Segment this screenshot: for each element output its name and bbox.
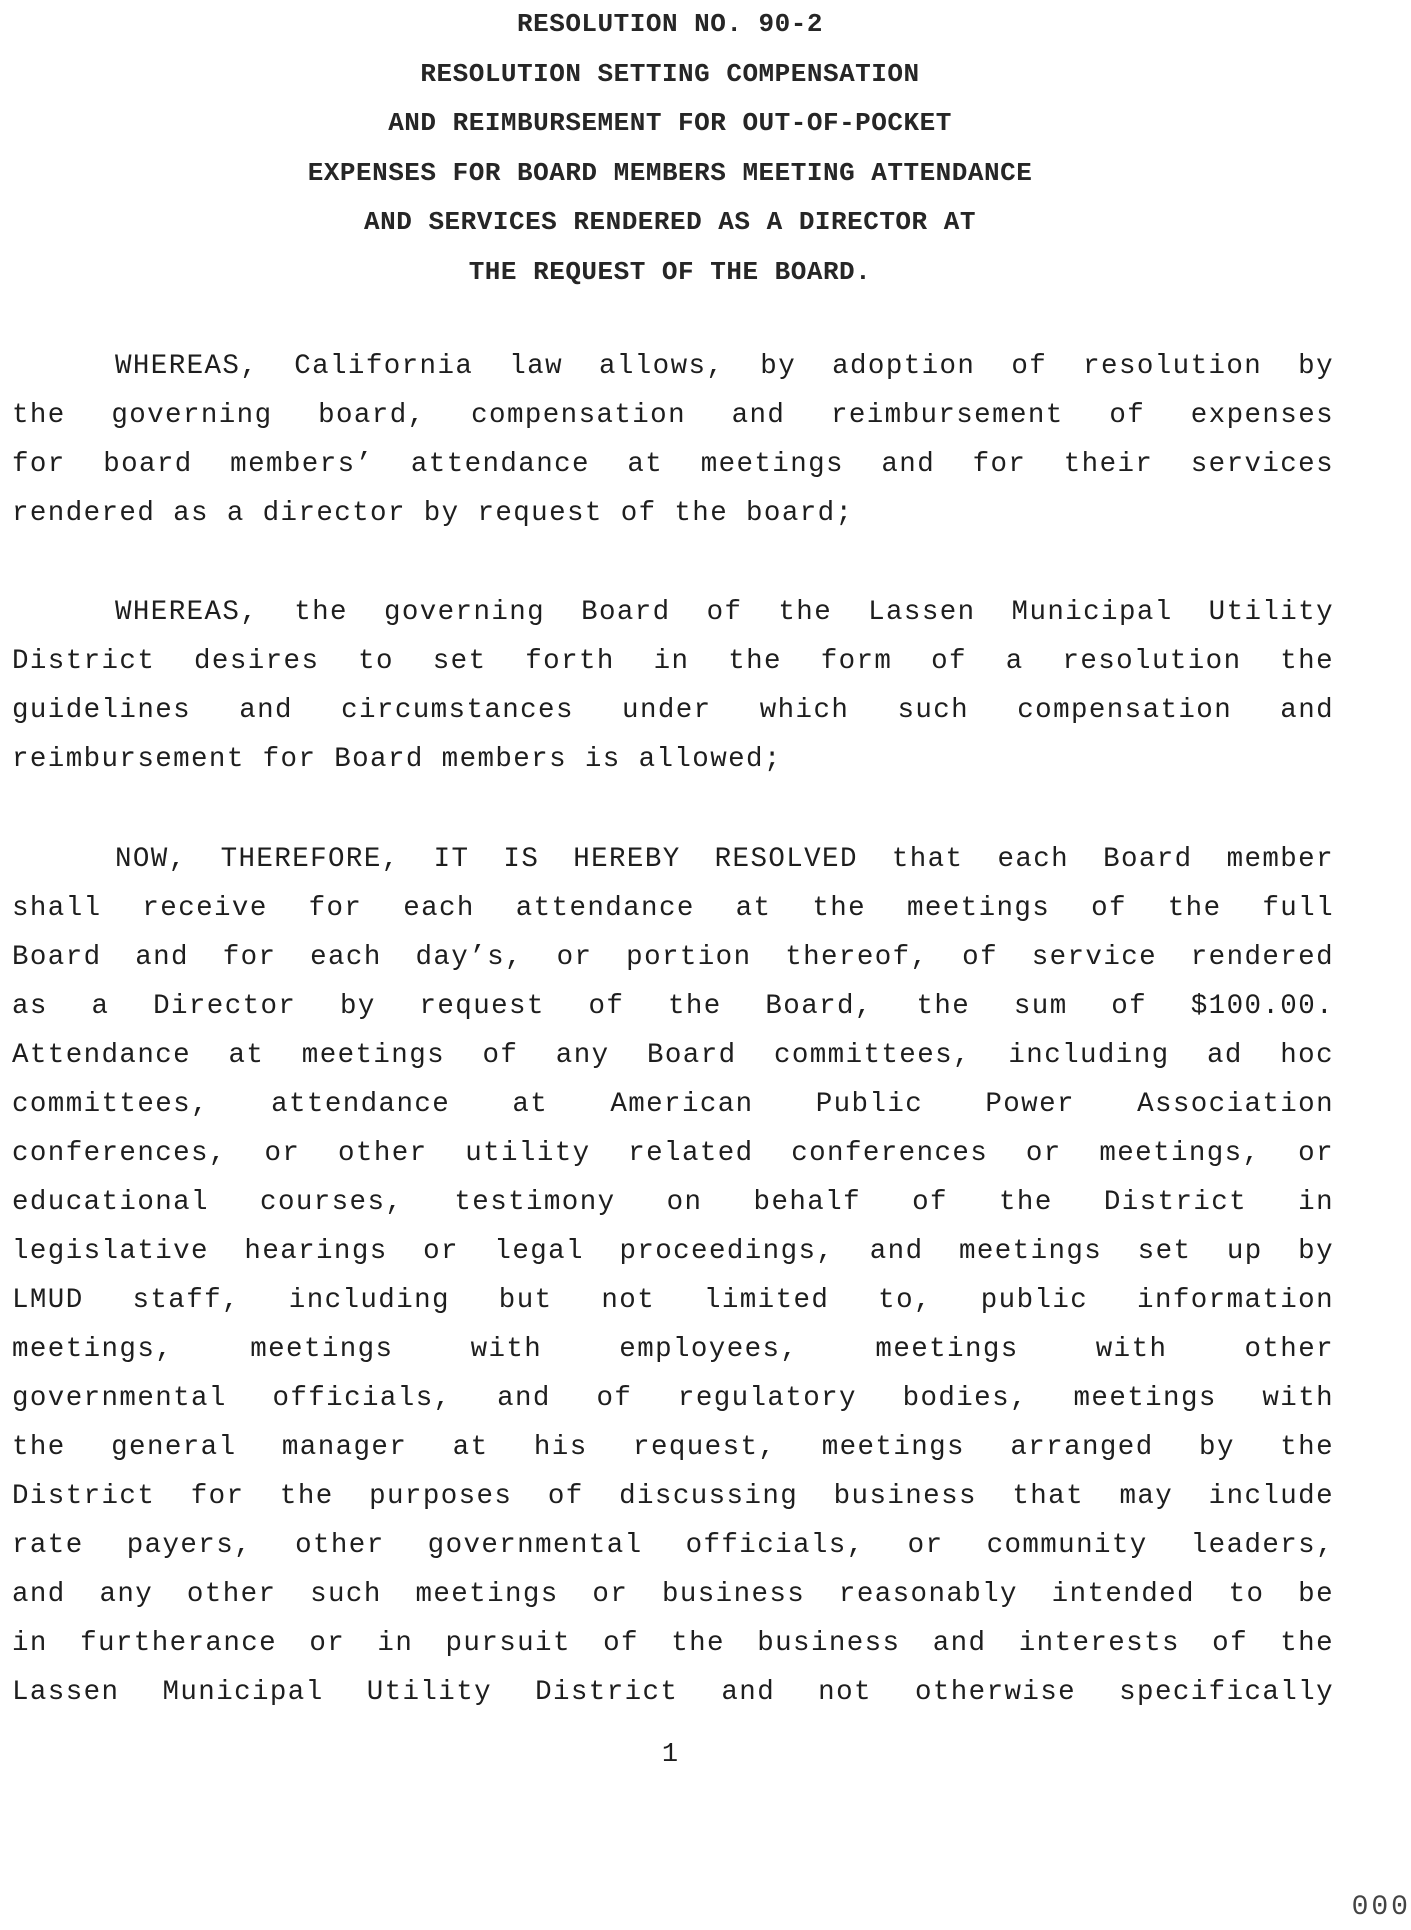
whereas-paragraph-2 bbox=[12, 588, 1334, 784]
text-line: LMUD staff, including but not limited to, public information bbox=[12, 1285, 1334, 1316]
resolved-paragraph bbox=[12, 835, 1334, 1717]
text-line: in furtherance or in pursuit of the business and interests of the bbox=[12, 1628, 1334, 1659]
text-line: WHEREAS, the governing Board of the Lassen Municipal Utility bbox=[115, 597, 1334, 628]
text-line: as a Director by request of the Board, the sum of $100.00. bbox=[12, 991, 1334, 1022]
page-number: 1 bbox=[661, 1740, 679, 1770]
title-line: AND SERVICES RENDERED AS A DIRECTOR AT bbox=[364, 207, 976, 237]
resolution-title bbox=[0, 0, 1340, 297]
text-line: rate payers, other governmental officials, or community leaders, bbox=[12, 1530, 1334, 1561]
text-line: for board members’ attendance at meetings and for their services bbox=[12, 449, 1334, 480]
text-line: District for the purposes of discussing business that may include bbox=[12, 1481, 1334, 1512]
text-line: NOW, THEREFORE, IT IS HEREBY RESOLVED that each Board member bbox=[115, 844, 1334, 875]
text-line: and any other such meetings or business reasonably intended to be bbox=[12, 1579, 1334, 1610]
title-line: THE REQUEST OF THE BOARD. bbox=[468, 256, 872, 287]
text-line: the governing board, compensation and reimbursement of expenses bbox=[12, 400, 1334, 431]
text-line: Board and for each day’s, or portion thereof, of service rendered bbox=[12, 942, 1334, 973]
text-line: committees, attendance at American Public Power Association bbox=[12, 1089, 1334, 1120]
title-line: AND REIMBURSEMENT FOR OUT-OF-POCKET bbox=[388, 108, 952, 138]
whereas-paragraph-1 bbox=[12, 342, 1334, 538]
text-line: legislative hearings or legal proceedings, and meetings set up by bbox=[12, 1236, 1334, 1267]
bates-stamp: 000 bbox=[1351, 1892, 1411, 1923]
text-line: guidelines and circumstances under which such compensation and bbox=[12, 695, 1334, 726]
text-line: District desires to set forth in the form of a resolution the bbox=[12, 646, 1334, 677]
title-line: RESOLUTION SETTING COMPENSATION bbox=[420, 58, 920, 89]
text-line: the general manager at his request, meetings arranged by the bbox=[12, 1432, 1334, 1463]
text-line: Lassen Municipal Utility District and not otherwise specifically bbox=[12, 1677, 1334, 1708]
text-line: reimbursement for Board members is allowed; bbox=[12, 744, 782, 775]
text-line: rendered as a director by request of the board; bbox=[12, 498, 854, 529]
text-line: shall receive for each attendance at the meetings of the full bbox=[12, 893, 1334, 924]
text-line: educational courses, testimony on behalf of the District in bbox=[12, 1187, 1334, 1218]
text-line: WHEREAS, California law allows, by adoption of resolution by bbox=[115, 351, 1334, 382]
text-line: meetings, meetings with employees, meetings with other bbox=[12, 1334, 1334, 1365]
text-line: Attendance at meetings of any Board committees, including ad hoc bbox=[12, 1040, 1334, 1071]
text-line: conferences, or other utility related conferences or meetings, or bbox=[12, 1138, 1334, 1169]
title-line: EXPENSES FOR BOARD MEMBERS MEETING ATTENDANCE bbox=[307, 157, 1033, 188]
title-line: RESOLUTION NO. 90-2 bbox=[517, 9, 823, 39]
text-line: governmental officials, and of regulatory bodies, meetings with bbox=[12, 1383, 1334, 1414]
